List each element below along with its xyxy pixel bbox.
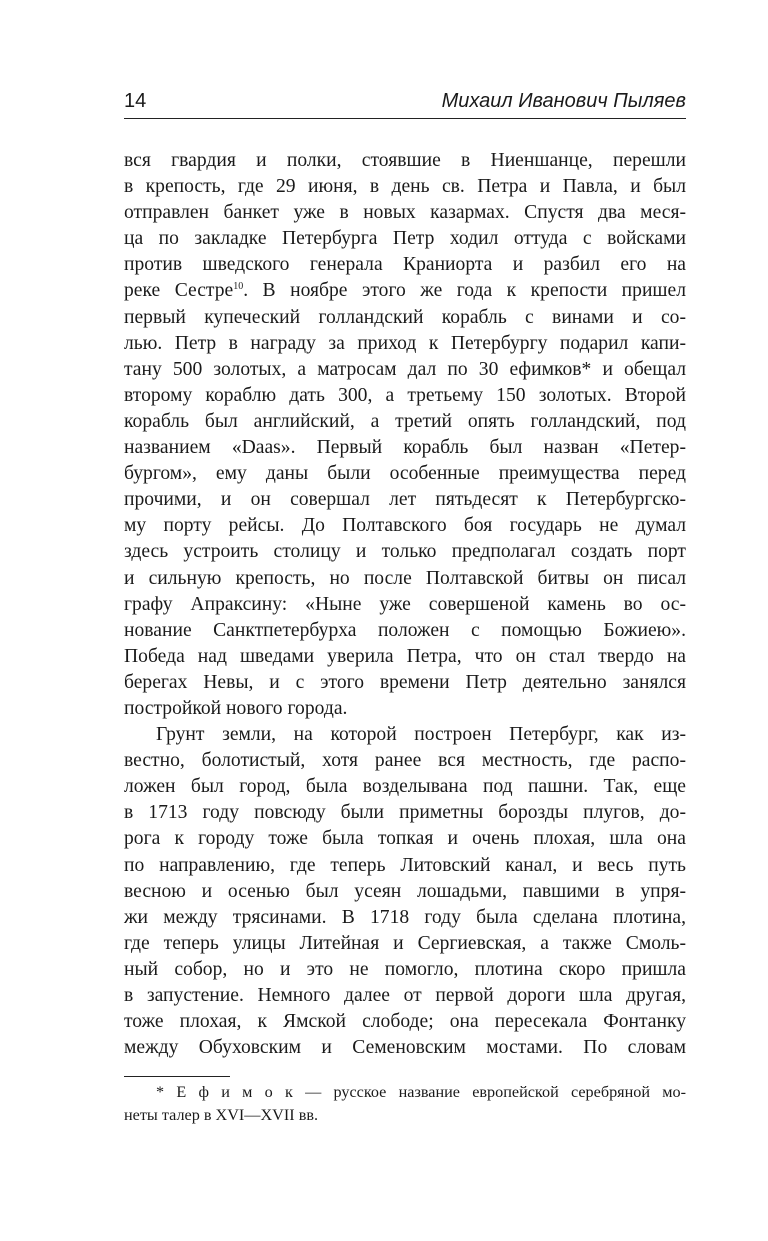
endnote-ref: 10 [233, 281, 244, 293]
main-text [124, 148, 686, 1061]
text-line: рога к городу тоже была топкая и очень плохая, шла она [124, 828, 686, 850]
text-line: ложен был город, была возделывана под пашни. Так, еще [124, 776, 686, 798]
text-segment: реке Сестре [124, 280, 234, 302]
text-line: в запустение. Немного далее от первой дороги шла другая, [124, 985, 686, 1006]
text-line: вестно, болотистый, хотя ранее вся местность, где распо- [124, 750, 686, 772]
text-line: второму кораблю дать 300, а третьему 150 золотых. Второй [124, 384, 686, 406]
text-line: постройкой нового города. [124, 697, 348, 719]
footnote-line: * Е ф и м о к — русское название европейской серебряной мо- [156, 1083, 686, 1101]
text-line: тоже плохая, к Ямской слободе; она пересекала Фонтанку [124, 1011, 686, 1033]
page-number: 14 [124, 90, 147, 112]
text-line: корабль был английский, а третий опять голландский, под [124, 410, 686, 432]
text-line: в 1713 году повсюду были приметны борозды плугов, до- [124, 802, 686, 824]
text-line: берегах Невы, и с этого времени Петр деятельно занялся [124, 671, 686, 693]
text-line [124, 278, 686, 304]
text-line: первый купеческий голландский корабль с винами и со- [124, 306, 686, 328]
footnote-line: неты талер в XVI—XVII вв. [124, 1106, 319, 1124]
text-line: названием «Daas». Первый корабль был назван «Петер- [124, 437, 686, 459]
text-line: и сильную крепость, но после Полтавской битвы он писал [124, 567, 686, 589]
text-line: между Обуховским и Семеновским мостами. По словам [124, 1037, 686, 1059]
text-line: графу Апраксину: «Ныне уже совершеной камень во ос- [124, 593, 686, 615]
footnote-divider [124, 1076, 230, 1077]
text-line: против шведского генерала Краниорта и разбил его на [124, 254, 686, 276]
text-line: жи между трясинами. В 1718 году была сделана плотина, [124, 906, 686, 928]
text-segment: . В ноябре этого же года к крепости пришел [243, 280, 686, 302]
text-line: Победа над шведами уверила Петра, что он стал твердо на [124, 645, 686, 667]
text-line: тану 500 золотых, а матросам дал по 30 ефимков* и обещал [124, 358, 686, 380]
text-line: где теперь улицы Литейная и Сергиевская, а также Смоль- [124, 932, 686, 954]
text-line: ный собор, но и это не помогло, плотина скоро пришла [124, 958, 686, 980]
text-line: в крепость, где 29 июня, в день св. Петра и Павла, и был [124, 176, 686, 198]
text-line: ца по закладке Петербурга Петр ходил оттуда с войсками [124, 228, 686, 250]
text-line: здесь устроить столицу и только предполагал создать порт [124, 541, 686, 563]
text-line: весною и осенью был усеян лошадьми, павшими в упря- [124, 880, 686, 902]
text-line: лью. Петр в награду за приход к Петербургу подарил капи- [124, 332, 686, 354]
text-line: прочими, и он совершал лет пятьдесят к Петербургско- [124, 489, 686, 511]
text-line: Грунт земли, на которой построен Петербург, как из- [156, 724, 686, 746]
running-head: Михаил Иванович Пыляев [441, 90, 686, 112]
text-line: по направлению, где теперь Литовский канал, и весь путь [124, 854, 686, 876]
text-line: му порту рейсы. До Полтавского боя государь не думал [124, 515, 686, 537]
page-header [124, 88, 686, 119]
text-line: вся гвардия и полки, стоявшие в Ниеншанце, перешли [124, 150, 686, 171]
footnote [124, 1081, 686, 1127]
text-line: нование Санктпетербурха положен с помощью Божиею». [124, 619, 686, 641]
text-line: отправлен банкет уже в новых казармах. Спустя два меся- [124, 202, 686, 224]
text-line: бургом», ему даны были особенные преимущества перед [124, 463, 686, 485]
